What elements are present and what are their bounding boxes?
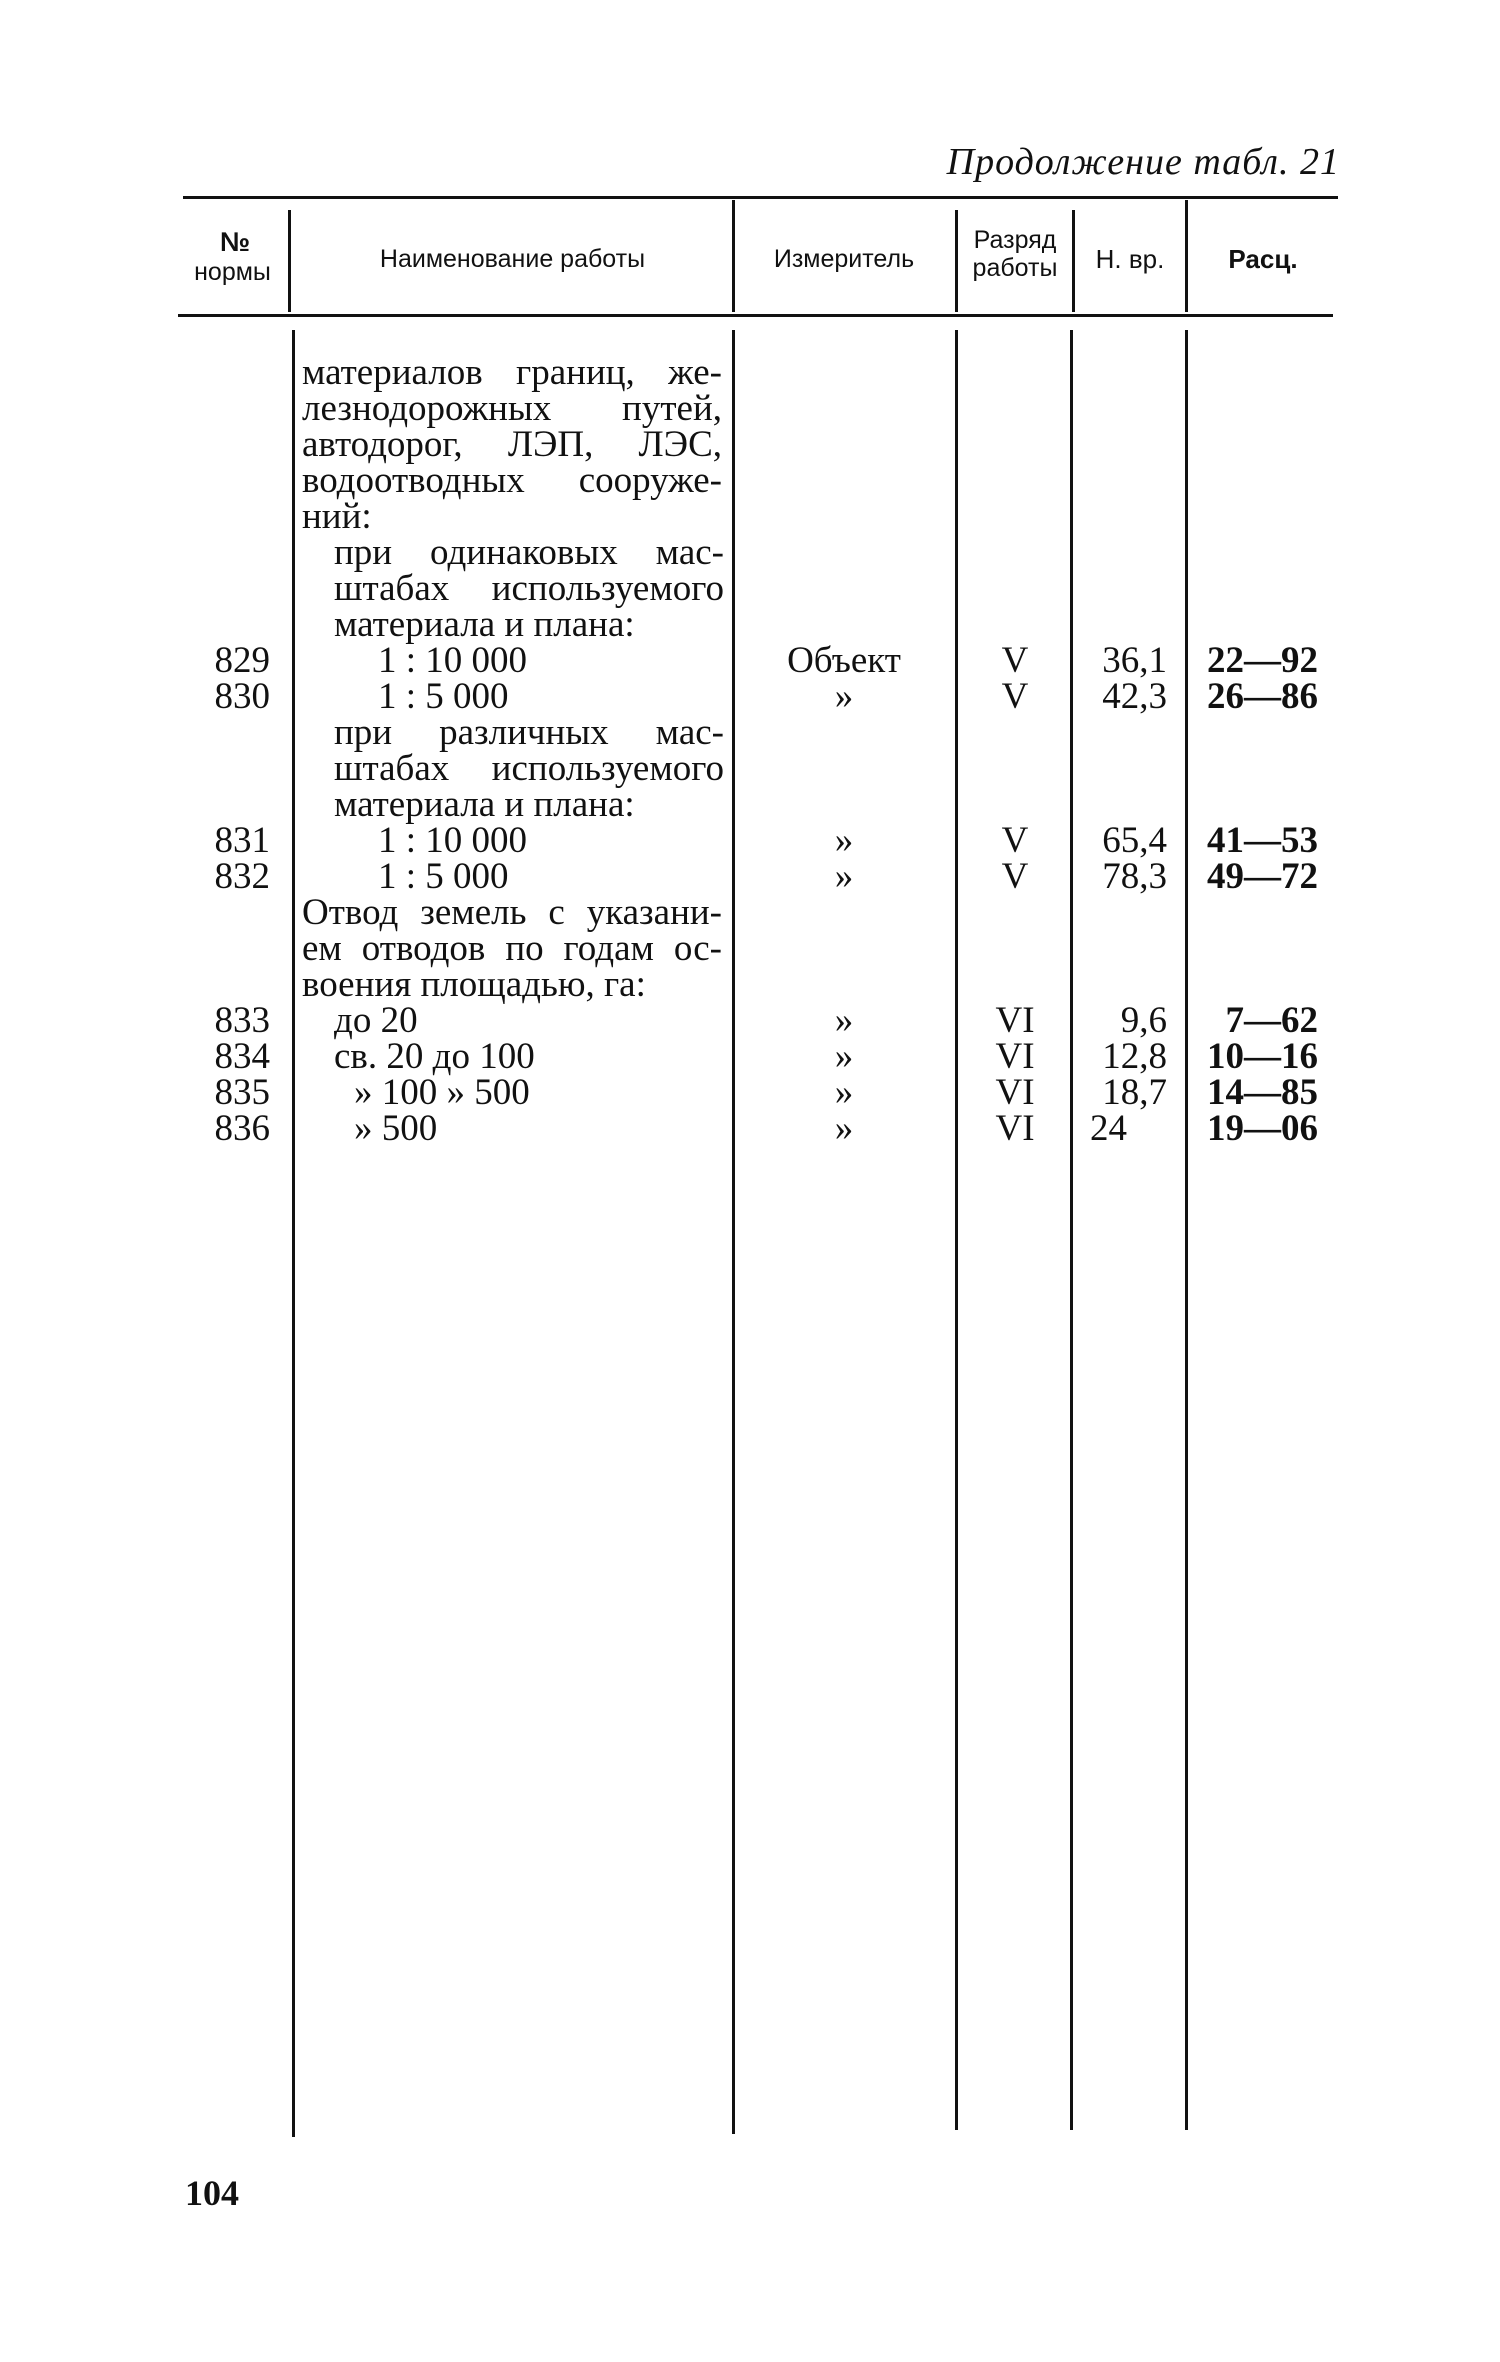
unit-cell: »: [834, 820, 854, 861]
header-num-label: нормы: [194, 258, 271, 286]
rate-cell: 22—92: [1207, 640, 1318, 681]
description-line: автодорог, ЛЭП, ЛЭС,: [302, 424, 722, 465]
description-line: материала и плана:: [334, 784, 635, 825]
grade-cell: VI: [995, 1072, 1035, 1113]
description-line: 1 : 5 000: [378, 856, 509, 897]
header-rate: Расц.: [1228, 244, 1298, 274]
rate-cell: 19—06: [1207, 1108, 1318, 1149]
description-line: при различных мас-: [334, 712, 724, 753]
body-divider-1: [292, 330, 295, 2137]
description-line: ем отводов по годам ос-: [302, 928, 722, 969]
body-divider-5: [1185, 330, 1188, 2130]
norm-number: 829: [214, 640, 270, 681]
rate-cell: 7—62: [1225, 1000, 1318, 1041]
grade-cell: VI: [995, 1108, 1035, 1149]
rate-cell: 26—86: [1207, 676, 1318, 717]
page-number: 104: [185, 2173, 239, 2213]
table-caption: Продолжение табл. 21: [946, 141, 1340, 183]
description-line: Отвод земель с указани-: [302, 892, 722, 933]
description-line: воения площадью, га:: [302, 964, 646, 1005]
grade-cell: V: [1001, 676, 1029, 717]
body-divider-3: [955, 330, 958, 2130]
description-line: при одинаковых мас-: [334, 532, 724, 573]
norm-number: 834: [214, 1036, 270, 1077]
description-line: » 500: [354, 1108, 438, 1149]
norm-number: 830: [214, 676, 270, 717]
description-line: св. 20 до 100: [334, 1036, 535, 1077]
description-line: водоотводных сооруже-: [302, 460, 722, 501]
rate-cell: 49—72: [1207, 856, 1318, 897]
description-line: штабах используемого: [334, 568, 724, 609]
header-num-symbol: №: [219, 227, 251, 257]
time-cell: 78,3: [1102, 856, 1167, 897]
time-cell: 24: [1090, 1108, 1127, 1149]
time-cell: 36,1: [1102, 640, 1167, 681]
description-line: материала и плана:: [334, 604, 635, 645]
description-line: 1 : 10 000: [378, 640, 528, 681]
body-divider-2: [732, 330, 735, 2134]
rate-cell: 14—85: [1207, 1072, 1318, 1113]
header-bottom-rule: [178, 314, 1333, 317]
header-divider-1: [288, 210, 291, 312]
grade-cell: VI: [995, 1036, 1035, 1077]
header-name: Наименование работы: [379, 245, 646, 273]
header-grade-line1: Разряд: [973, 226, 1057, 254]
unit-cell: Объект: [787, 640, 901, 681]
header-time: Н. вр.: [1095, 244, 1165, 274]
norm-number: 835: [214, 1072, 270, 1113]
rate-cell: 10—16: [1207, 1036, 1318, 1077]
grade-cell: V: [1001, 640, 1029, 681]
description-line: до 20: [334, 1000, 418, 1041]
description-line: материалов границ, же-: [302, 352, 722, 393]
norm-number: 831: [214, 820, 270, 861]
description-line: » 100 » 500: [354, 1072, 530, 1113]
time-cell: 9,6: [1120, 1000, 1167, 1041]
description-line: ний:: [302, 496, 372, 537]
description-line: лезнодорожных путей,: [302, 388, 722, 429]
description-line: 1 : 5 000: [378, 676, 509, 717]
unit-cell: »: [834, 1036, 854, 1077]
grade-cell: V: [1001, 820, 1029, 861]
time-cell: 18,7: [1102, 1072, 1167, 1113]
norm-number: 832: [214, 856, 270, 897]
time-cell: 65,4: [1102, 820, 1167, 861]
unit-cell: »: [834, 856, 854, 897]
description-line: штабах используемого: [334, 748, 724, 789]
header-grade-line2: работы: [972, 254, 1058, 282]
unit-cell: »: [834, 1108, 854, 1149]
header-unit: Измеритель: [773, 245, 915, 273]
unit-cell: »: [834, 1072, 854, 1113]
table-top-rule: [183, 196, 1338, 199]
time-cell: 12,8: [1102, 1036, 1167, 1077]
unit-cell: »: [834, 676, 854, 717]
body-divider-4: [1070, 330, 1073, 2130]
rate-cell: 41—53: [1207, 820, 1318, 861]
norm-number: 836: [214, 1108, 270, 1149]
time-cell: 42,3: [1102, 676, 1167, 717]
description-line: 1 : 10 000: [378, 820, 528, 861]
norm-number: 833: [214, 1000, 270, 1041]
grade-cell: VI: [995, 1000, 1035, 1041]
unit-cell: »: [834, 1000, 854, 1041]
grade-cell: V: [1001, 856, 1029, 897]
